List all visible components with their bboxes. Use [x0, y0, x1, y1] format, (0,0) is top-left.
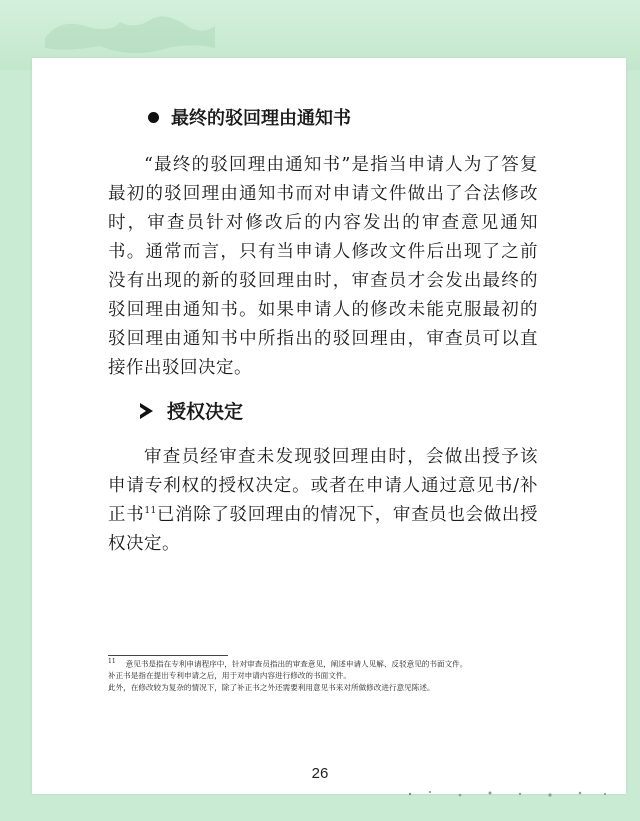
- footnote-text: 补正书是指在提出专利申请之后，用于对申请内容进行修改的书面文件。: [108, 671, 351, 681]
- bullet-icon: [148, 112, 159, 123]
- paragraph-text: 已消除了驳回理由的情况下，审查员也会做出授权决定。: [108, 505, 539, 554]
- footnotes: [108, 656, 548, 693]
- page-number: 26: [311, 765, 329, 782]
- paragraph-final-rejection: “最终的驳回理由通知书”是指当申请人为了答复最初的驳回理由通知书而对申请文件做出了合法修改时，审查员针对修改后的内容发出的审查意见通知书。通常而言，只有当申请人修改文件后出现了之前没有出现的新的驳回理由时，审查员才会发出最终的驳回理由通知书。如果申请人的修改未能克服最初的驳回理由通知书中所指出的驳回理由，审查员可以直接作出驳回决定。: [108, 155, 538, 378]
- world-map-watermark-icon: [40, 8, 220, 58]
- arrowhead-icon: [140, 403, 153, 419]
- decorative-dots-icon: [400, 786, 620, 800]
- section-heading-text: 授权决定: [167, 401, 244, 423]
- section-heading-final-rejection: [148, 104, 351, 130]
- footnote-line: [108, 682, 548, 694]
- paragraph-text: 审查员经审查未发现驳回理由时，会做出授予该申请专利权的授权决定。或者在申请人通过意见书/补正书: [108, 447, 538, 525]
- footnote-line: [108, 670, 548, 682]
- footnote-text: 此外，在修改较为复杂的情况下，除了补正书之外还需要利用意见书来对所做修改进行意见陈述。: [108, 682, 435, 692]
- footnote-line: [108, 656, 548, 670]
- section-heading-grant-decision: [140, 397, 243, 424]
- footnote-number: 11: [108, 658, 116, 665]
- footnote-reference: 11: [144, 506, 157, 517]
- footnote-text: 意见书是指在专利申请程序中，针对审查员指出的审查意见，阐述申请人见解、反驳意见的书面文件。: [125, 659, 468, 669]
- section-heading-text: 最终的驳回理由通知书: [171, 108, 351, 129]
- paragraph-grant-decision: [108, 443, 538, 559]
